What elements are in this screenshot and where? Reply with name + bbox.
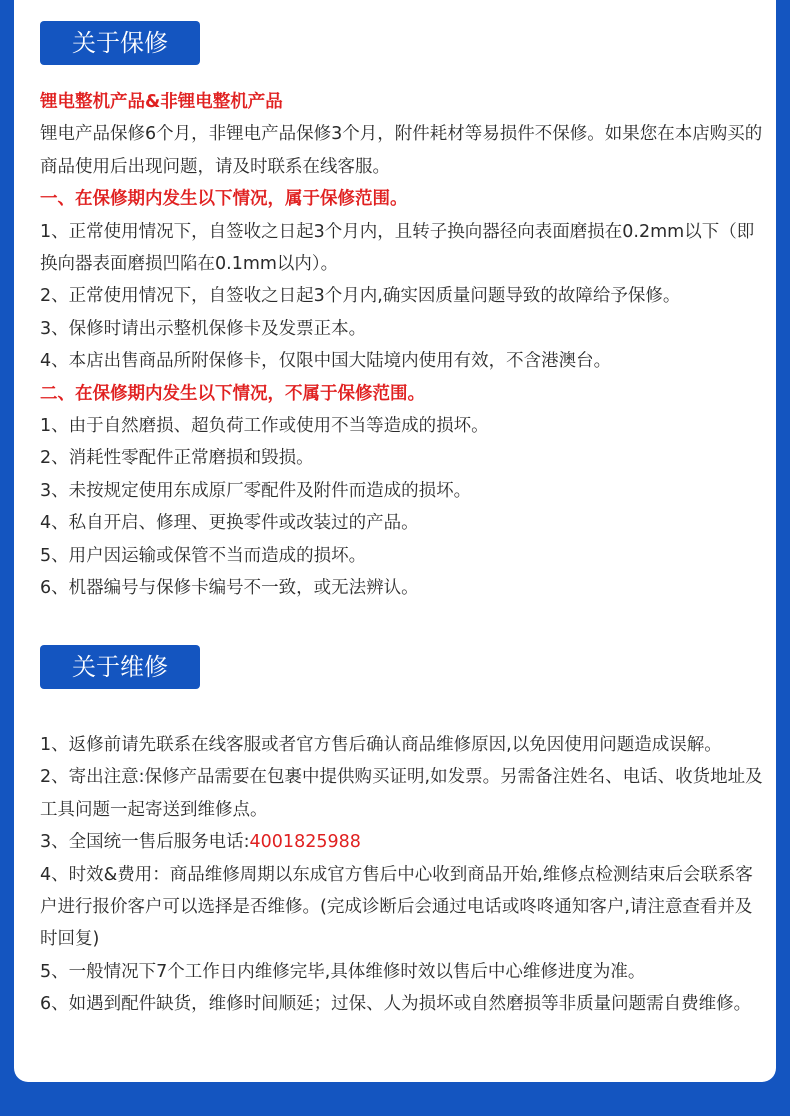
warranty-intro: 锂电产品保修6个月，非锂电产品保修3个月，附件耗材等易损件不保修。如果您在本店购买的商品使用后出现问题，请及时联系在线客服。 <box>40 124 763 177</box>
repair-item: 1、返修前请先联系在线客服或者官方售后确认商品维修原因,以免因使用问题造成误解。 <box>40 735 722 755</box>
not-covered-item: 4、私自开启、修理、更换零件或改装过的产品。 <box>40 513 419 534</box>
not-covered-item: 2、消耗性零配件正常磨损和毁损。 <box>40 448 314 469</box>
repair-section-title: 关于维修 <box>40 645 200 689</box>
product-heading: 锂电整机产品&非锂电整机产品 <box>40 92 283 112</box>
repair-item: 4、时效&费用：商品维修周期以东成官方售后中心收到商品开始,维修点检测结束后会联系客户进行报价客户可以选择是否维修。(完成诊断后会通过电话或咚咚通知客户,请注意查看并及时回复) <box>40 864 753 950</box>
covered-item: 4、本店出售商品所附保修卡，仅限中国大陆境内使用有效，不含港澳台。 <box>40 351 612 372</box>
warranty-section <box>40 86 764 605</box>
repair-item: 5、一般情况下7个工作日内维修完毕,具体维修时效以售后中心维修进度为准。 <box>40 961 646 982</box>
covered-heading: 一、在保修期内发生以下情况，属于保修范围。 <box>40 189 408 210</box>
repair-item-hotline <box>40 826 764 858</box>
not-covered-item: 5、用户因运输或保管不当而造成的损坏。 <box>40 545 367 566</box>
hotline-label: 3、全国统一售后服务电话: <box>40 832 250 853</box>
not-covered-item: 1、由于自然磨损、超负荷工作或使用不当等造成的损坏。 <box>40 416 489 437</box>
repair-item: 2、寄出注意:保修产品需要在包裹中提供购买证明,如发票。另需备注姓名、电话、收货地址及工具问题一起寄送到维修点。 <box>40 767 763 820</box>
repair-item: 6、如遇到配件缺货，维修时间顺延；过保、人为损坏或自然磨损等非质量问题需自费维修。 <box>40 994 752 1015</box>
content-card <box>14 0 776 1082</box>
covered-item: 1、正常使用情况下，自签收之日起3个月内，且转子换向器径向表面磨损在0.2mm以下（即换向器表面磨损凹陷在0.1mm以内）。 <box>40 221 755 275</box>
not-covered-item: 3、未按规定使用东成原厂零配件及附件而造成的损坏。 <box>40 480 472 501</box>
warranty-section-title: 关于保修 <box>40 21 200 65</box>
not-covered-heading: 二、在保修期内发生以下情况，不属于保修范围。 <box>40 383 425 404</box>
hotline-phone-number: 4001825988 <box>249 832 361 853</box>
not-covered-item: 6、机器编号与保修卡编号不一致，或无法辨认。 <box>40 578 419 599</box>
repair-section <box>40 729 764 1021</box>
covered-item: 3、保修时请出示整机保修卡及发票正本。 <box>40 318 367 339</box>
covered-item: 2、正常使用情况下，自签收之日起3个月内,确实因质量问题导致的故障给予保修。 <box>40 286 681 307</box>
